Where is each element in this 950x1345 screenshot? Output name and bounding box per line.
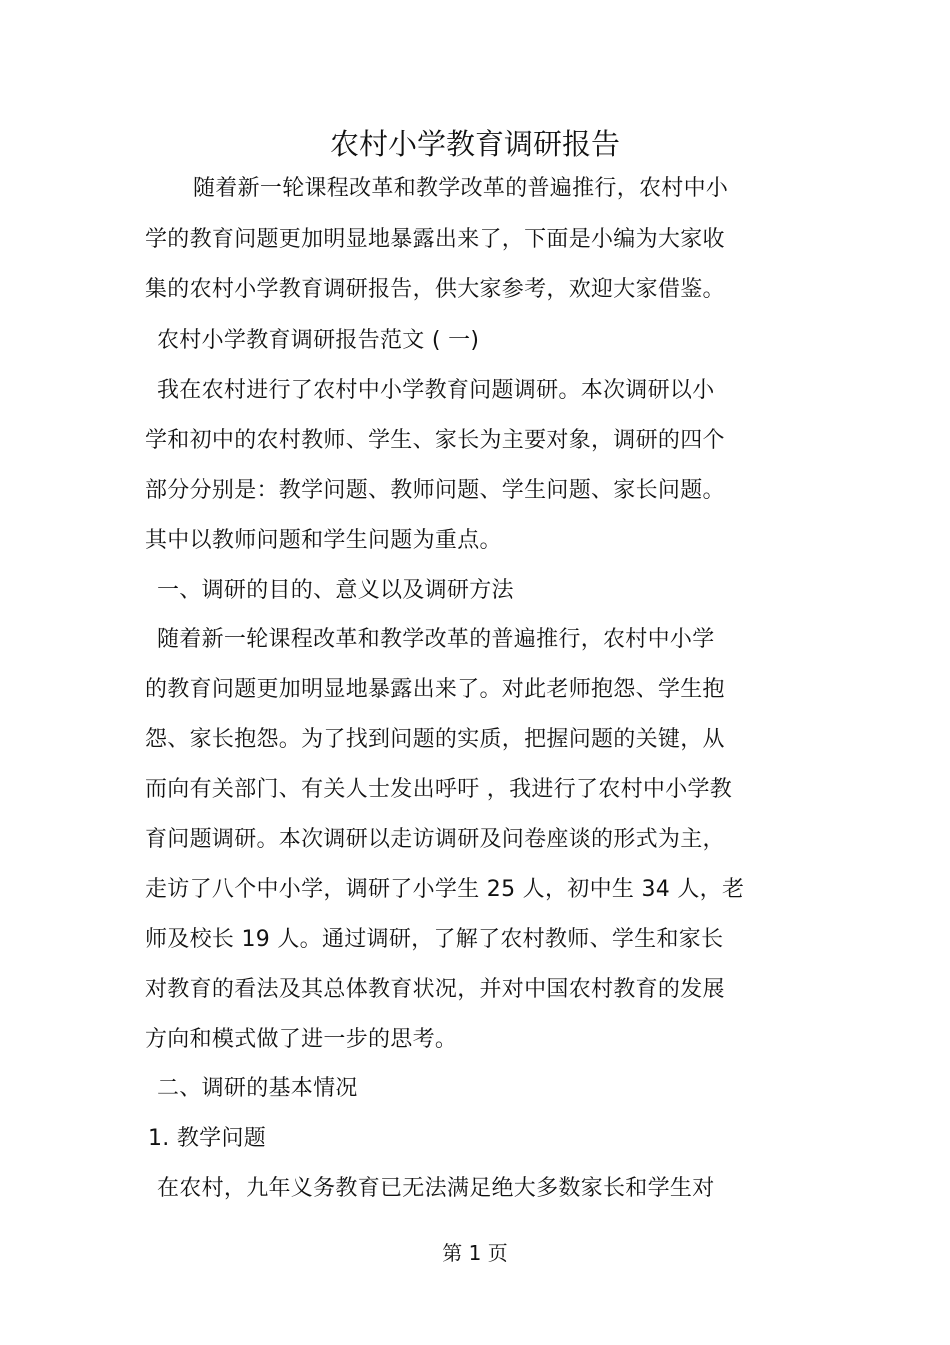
paragraph-line: 部分分别是：教学问题、教师问题、学生问题、家长问题。 <box>145 478 725 503</box>
paragraph-line: 走访了八个中小学，调研了小学生 25 人，初中生 34 人，老 <box>145 877 745 902</box>
paragraph-line: 师及校长 19 人。通过调研，了解了农村教师、学生和家长 <box>145 927 724 952</box>
paragraph-line: 随着新一轮课程改革和教学改革的普遍推行，农村中小 <box>193 176 729 201</box>
paragraph-line: 在农村，九年义务教育已无法满足绝大多数家长和学生对 <box>157 1176 715 1201</box>
paragraph-line: 怨、家长抱怨。为了找到问题的实质，把握问题的关键，从 <box>145 727 725 752</box>
paragraph-line: 学和初中的农村教师、学生、家长为主要对象，调研的四个 <box>145 428 725 453</box>
paragraph-line: 其中以教师问题和学生问题为重点。 <box>145 528 502 553</box>
paragraph-line: 我在农村进行了农村中小学教育问题调研。本次调研以小 <box>157 378 715 403</box>
page-number: 第 1 页 <box>442 1241 508 1265</box>
section-heading: 二、调研的基本情况 <box>157 1076 358 1101</box>
paragraph-line: 方向和模式做了进一步的思考。 <box>145 1027 458 1052</box>
paragraph-line: 育问题调研。本次调研以走访调研及问卷座谈的形式为主， <box>145 827 725 852</box>
subsection-heading: 1. 教学问题 <box>148 1126 267 1151</box>
section-heading: 一、调研的目的、意义以及调研方法 <box>157 578 514 603</box>
document-title: 农村小学教育调研报告 <box>329 127 620 161</box>
paragraph-line: 对教育的看法及其总体教育状况，并对中国农村教育的发展 <box>145 977 725 1002</box>
paragraph-line: 学的教育问题更加明显地暴露出来了，下面是小编为大家收 <box>145 227 725 252</box>
paragraph-line: 集的农村小学教育调研报告，供大家参考，欢迎大家借鉴。 <box>145 277 725 302</box>
paragraph-line: 而向有关部门、有关人士发出呼吁 ，我进行了农村中小学教 <box>145 777 733 802</box>
paragraph-line: 的教育问题更加明显地暴露出来了。对此老师抱怨、学生抱 <box>145 677 725 702</box>
section-heading: 农村小学教育调研报告范文 ( 一) <box>157 328 480 353</box>
paragraph-line: 随着新一轮课程改革和教学改革的普遍推行，农村中小学 <box>157 627 715 652</box>
